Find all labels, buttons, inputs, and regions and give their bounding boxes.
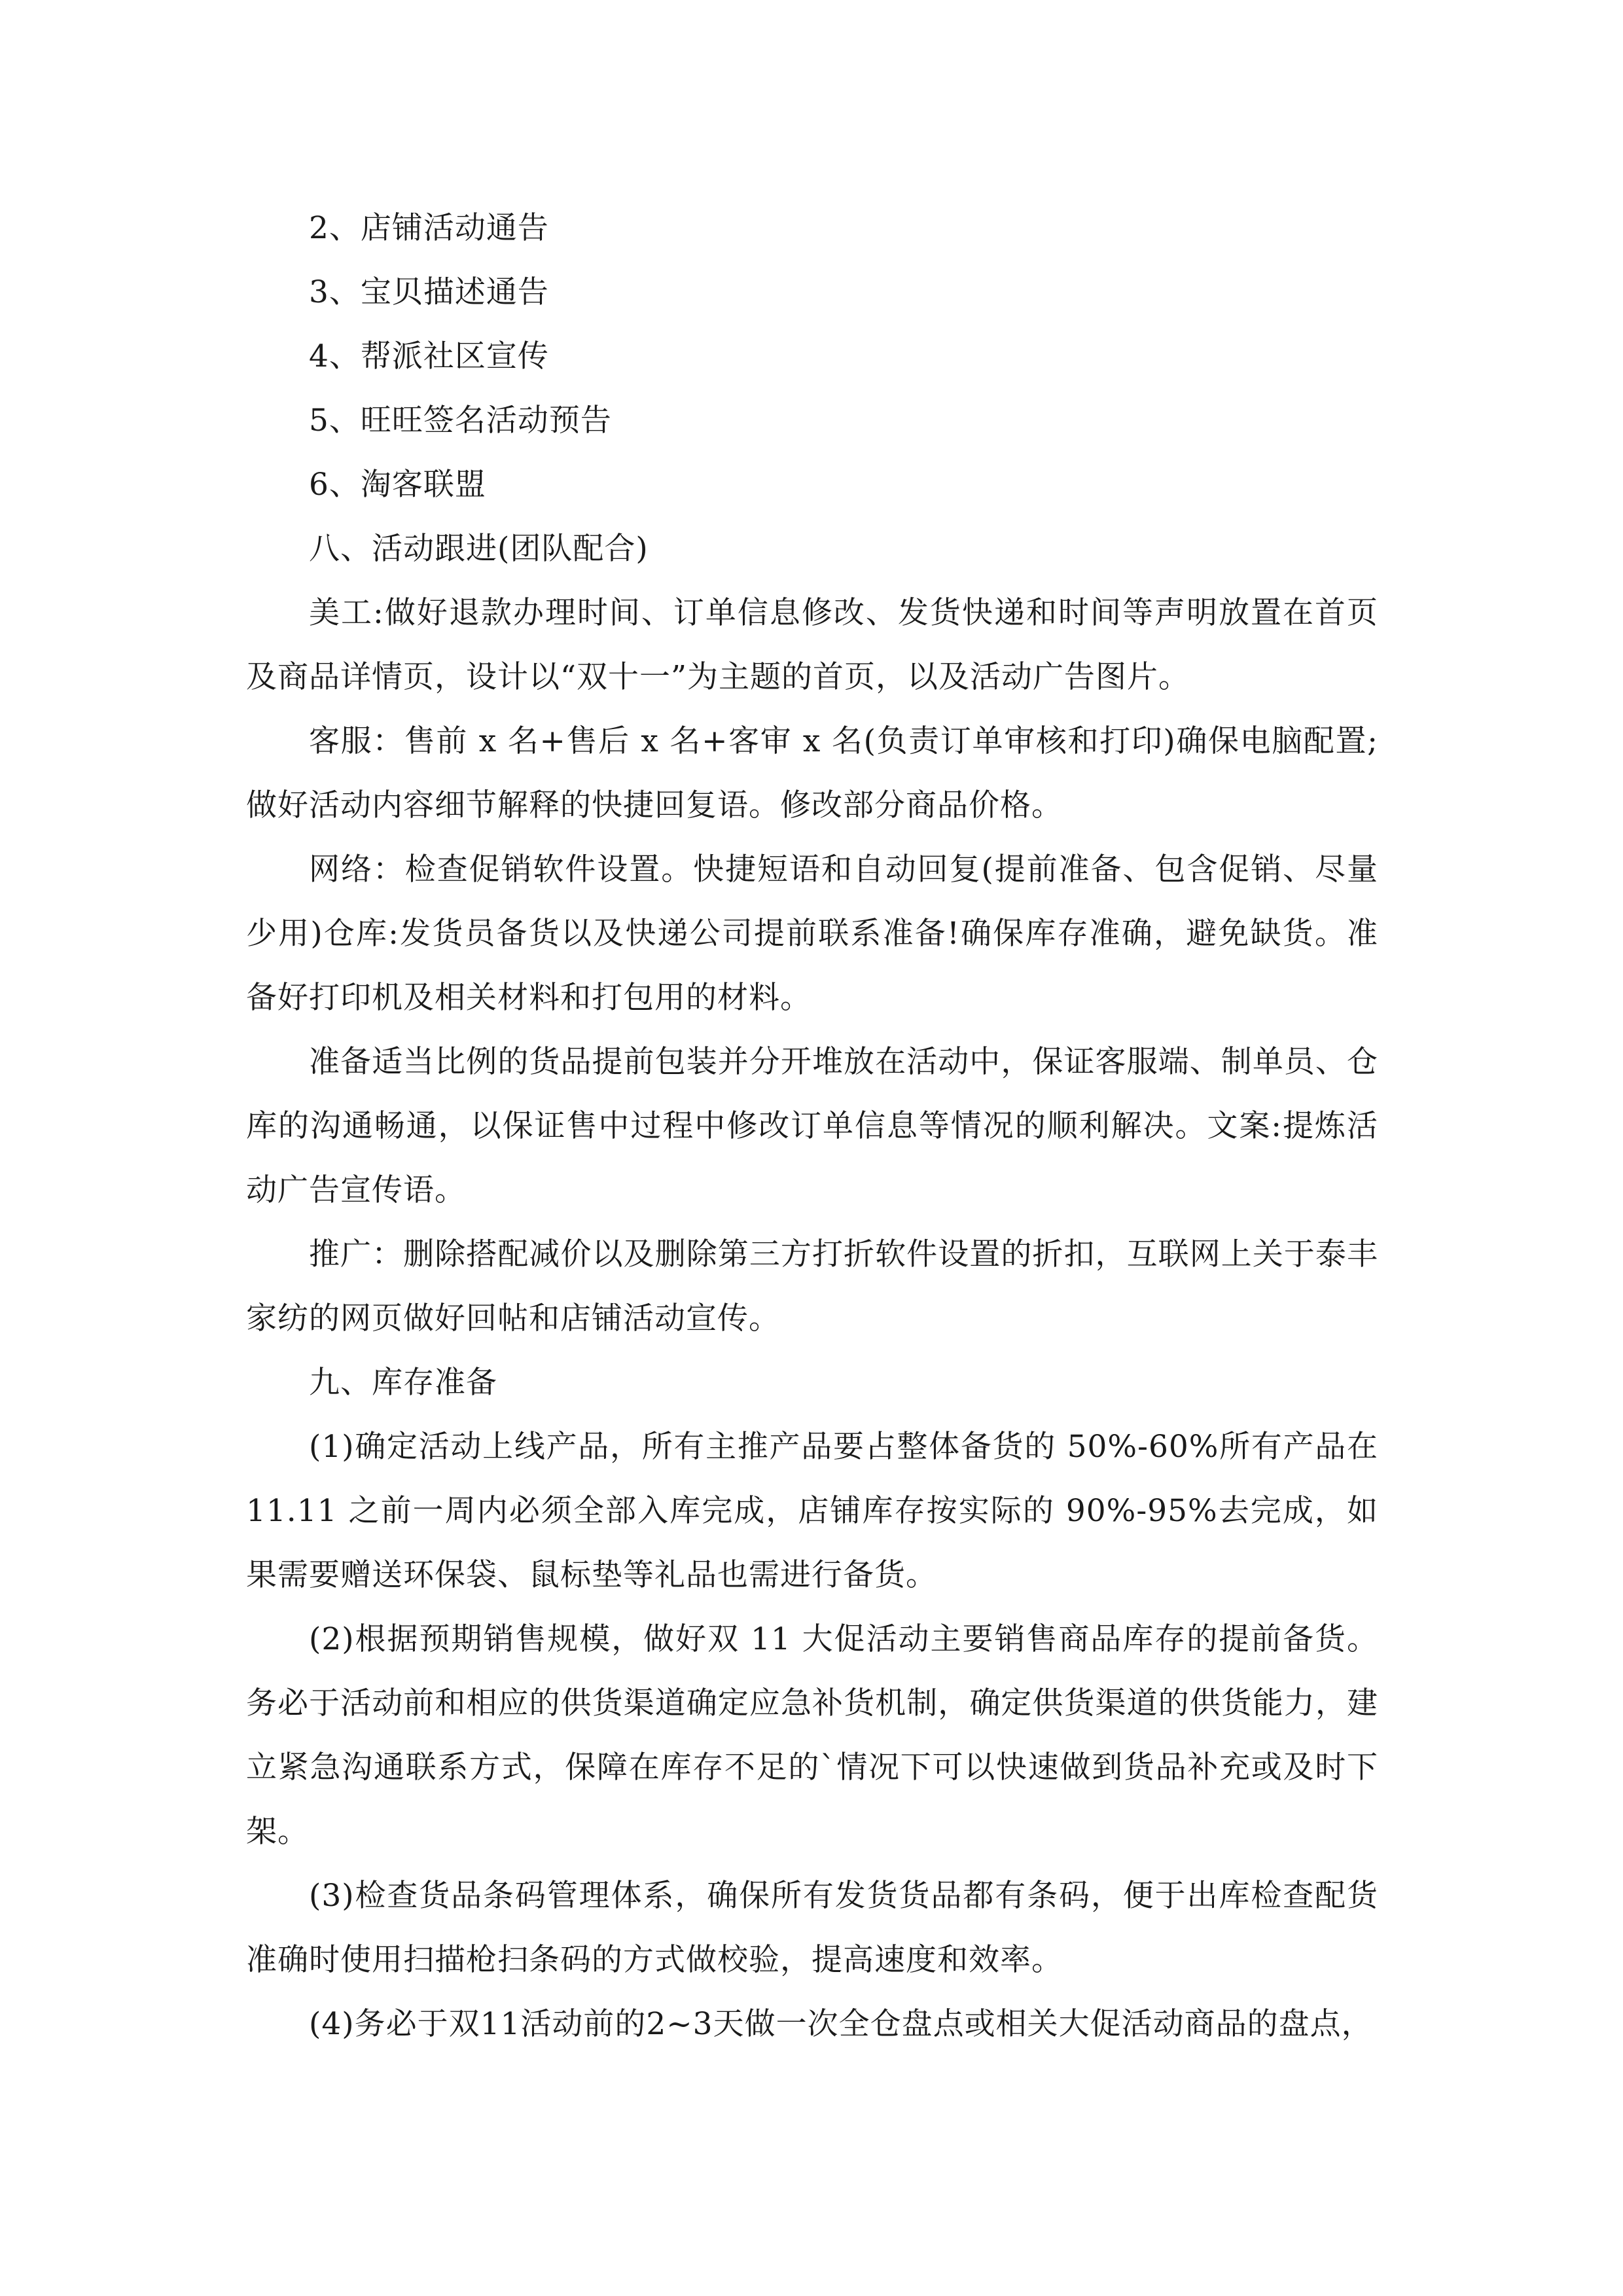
section-heading-inventory: 九、库存准备	[309, 1365, 497, 1401]
paragraph-customer-service: 客服：售前 x 名+售后 x 名+客审 x 名(负责订单审核和打印)确保电脑配置;做好活动内容细节解释的快捷回复语。修改部分商品价格。	[246, 723, 1378, 823]
paragraph-packaging-copywriting: 准备适当比例的货品提前包装并分开堆放在活动中，保证客服端、制单员、仓库的沟通畅通，以保证售中过程中修改订单信息等情况的顺利解决。文案:提炼活动广告宣传语。	[246, 1044, 1378, 1208]
paragraph-inventory-4: (4)务必于双11活动前的2~3天做一次全仓盘点或相关大促活动商品的盘点，	[309, 2006, 1373, 2042]
paragraph-inventory-1: (1)确定活动上线产品，所有主推产品要占整体备货的 50%-60%所有产品在 11.11 之前一周内必须全部入库完成，店铺库存按实际的 90%-95%去完成，如果需要赠送环保袋、鼠标垫等礼品也需进行备货。	[246, 1429, 1378, 1593]
document-body	[246, 196, 1378, 2056]
paragraph-inventory-2: (2)根据预期销售规模，做好双 11 大促活动主要销售商品库存的提前备货。务必于活动前和相应的供货渠道确定应急补货机制，确定供货渠道的供货能力，建立紧急沟通联系方式，保障在库存不足的`情况下可以快速做到货品补充或及时下架。	[246, 1621, 1378, 1850]
paragraph-network-warehouse: 网络：检查促销软件设置。快捷短语和自动回复(提前准备、包含促销、尽量少用)仓库:发货员备货以及快递公司提前联系准备!确保库存准确，避免缺货。准备好打印机及相关材料和打包用的材料。	[246, 852, 1378, 1016]
list-item-product-description-notice: 3、宝贝描述通告	[309, 274, 549, 310]
paragraph-design: 美工:做好退款办理时间、订单信息修改、发货快递和时间等声明放置在首页及商品详情页，设计以“双十一”为主题的首页，以及活动广告图片。	[246, 595, 1378, 695]
list-item-wangwang-signature: 5、旺旺签名活动预告	[309, 403, 612, 439]
paragraph-promotion: 推广：删除搭配减价以及删除第三方打折软件设置的折扣，互联网上关于泰丰家纺的网页做好回帖和店铺活动宣传。	[246, 1236, 1378, 1336]
paragraph-inventory-3: (3)检查货品条码管理体系，确保所有发货货品都有条码，便于出库检查配货准确时使用扫描枪扫条码的方式做校验，提高速度和效率。	[246, 1878, 1378, 1978]
list-item-community-promotion: 4、帮派社区宣传	[309, 338, 549, 374]
list-item-taoke-alliance: 6、淘客联盟	[309, 467, 486, 503]
list-item-store-activity-notice: 2、店铺活动通告	[309, 210, 549, 246]
section-heading-activity-followup: 八、活动跟进(团队配合)	[309, 531, 649, 567]
